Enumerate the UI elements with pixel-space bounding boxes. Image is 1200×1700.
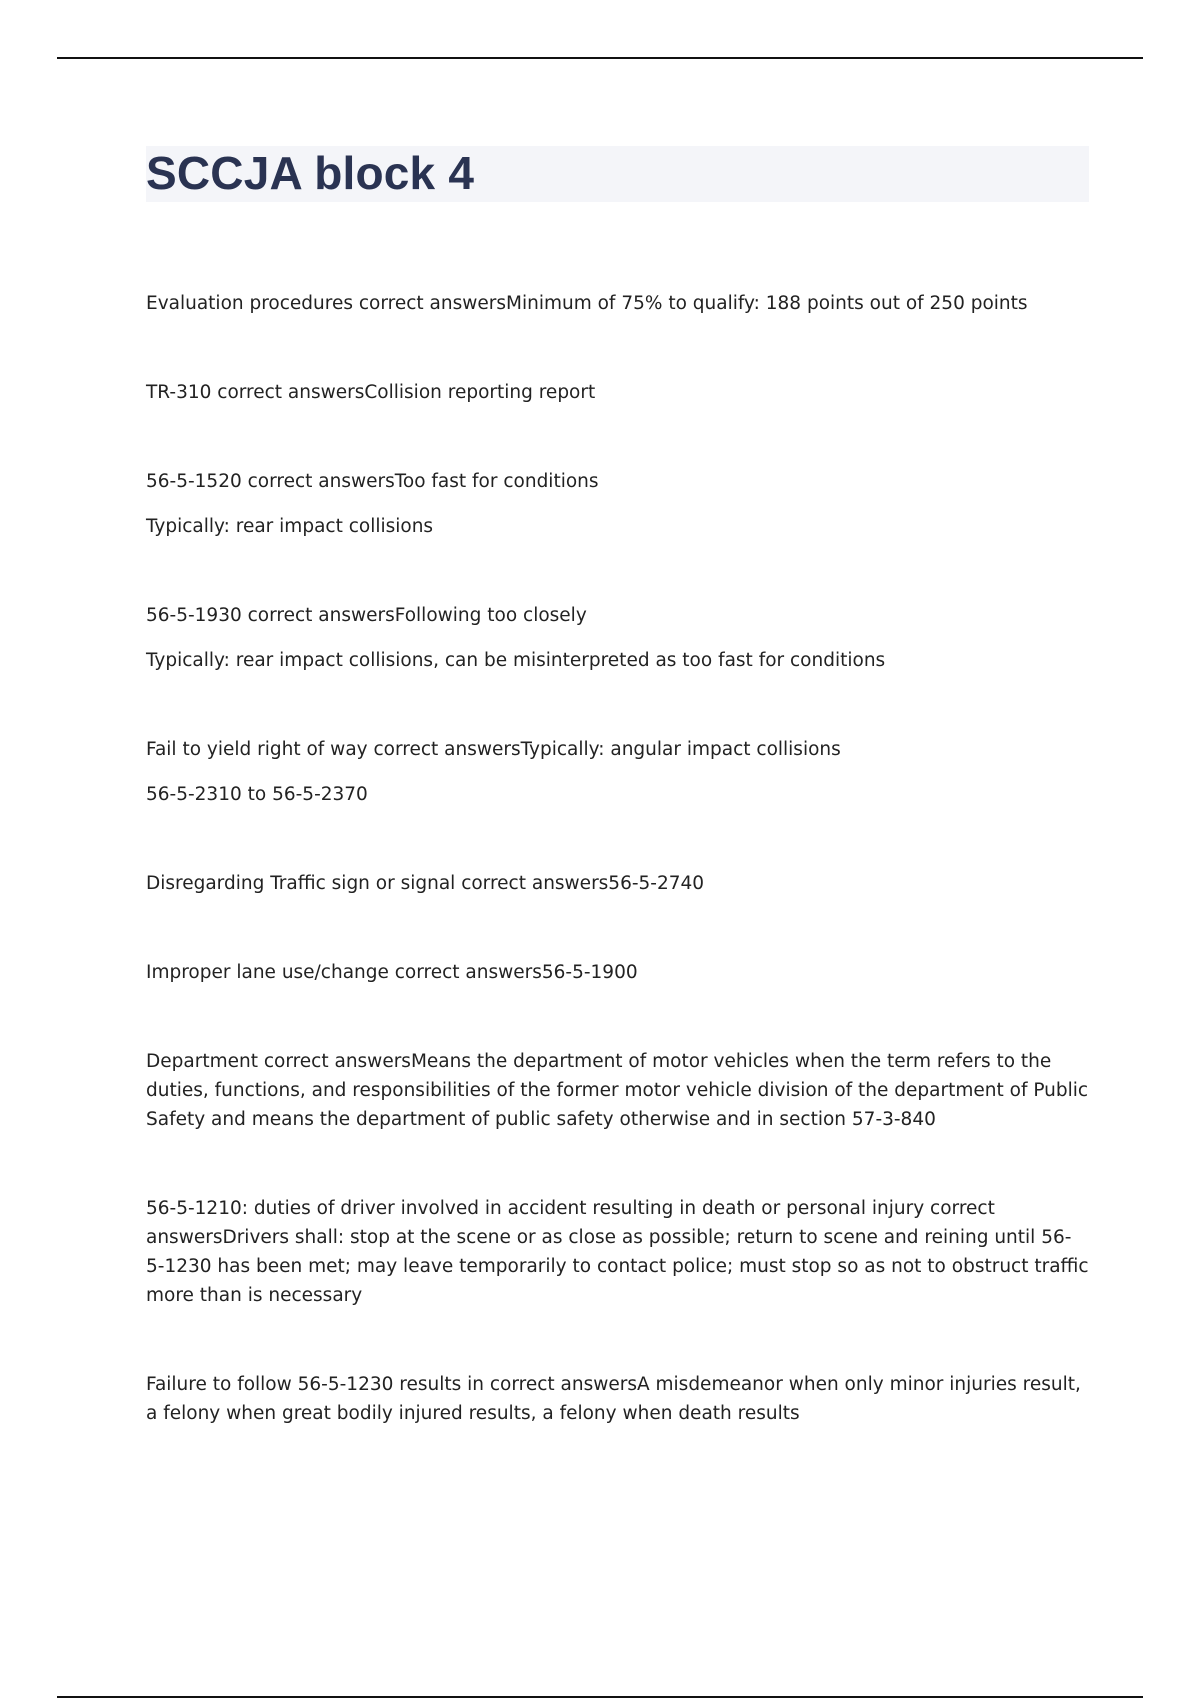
qa-entry — [146, 1370, 1089, 1428]
qa-entry — [146, 958, 1089, 987]
qa-text: TR-310 correct answersCollision reporting report — [146, 382, 596, 403]
page-title: SCCJA block 4 — [146, 147, 475, 199]
qa-text: 56-5-1520 correct answersToo fast for conditions — [146, 471, 599, 492]
qa-text: 56-5-1210: duties of driver involved in accident resulting in death or personal injury correct answersDrivers shall: stop at the scene or as close as possible; return to scene and reining until 56-5-1230 has been met; may leave temporarily to contact police; must stop so as not to obstruct traffic more than is necessary — [146, 1198, 1089, 1306]
qa-text: Fail to yield right of way correct answersTypically: angular impact collisions — [146, 739, 841, 760]
qa-text: Department correct answersMeans the department of motor vehicles when the term refers to the duties, functions, and responsibilities of the former motor vehicle division of the department of Public Safety and means the department of public safety otherwise and in section 57-3-840 — [146, 1051, 1089, 1130]
qa-text: Evaluation procedures correct answersMinimum of 75% to qualify: 188 points out of 250 points — [146, 293, 1028, 314]
qa-note: Typically: rear impact collisions, can be misinterpreted as too fast for conditions — [146, 650, 886, 671]
qa-entry — [146, 289, 1089, 318]
bottom-rule — [57, 1696, 1143, 1698]
qa-note: 56-5-2310 to 56-5-2370 — [146, 784, 368, 805]
qa-entry — [146, 378, 1089, 407]
qa-entry — [146, 735, 1089, 809]
qa-entry — [146, 467, 1089, 541]
qa-entry — [146, 869, 1089, 898]
qa-entry — [146, 1047, 1089, 1134]
qa-text: 56-5-1930 correct answersFollowing too closely — [146, 605, 587, 626]
document-body — [146, 289, 1089, 1488]
qa-text: Improper lane use/change correct answers56-5-1900 — [146, 962, 638, 983]
qa-text: Disregarding Traffic sign or signal correct answers56-5-2740 — [146, 873, 705, 894]
qa-text: Failure to follow 56-5-1230 results in correct answersA misdemeanor when only minor injuries result, a felony when great bodily injured results, a felony when death results — [146, 1374, 1081, 1424]
qa-entry — [146, 601, 1089, 675]
top-rule — [57, 57, 1143, 59]
qa-entry — [146, 1194, 1089, 1310]
qa-note: Typically: rear impact collisions — [146, 516, 434, 537]
